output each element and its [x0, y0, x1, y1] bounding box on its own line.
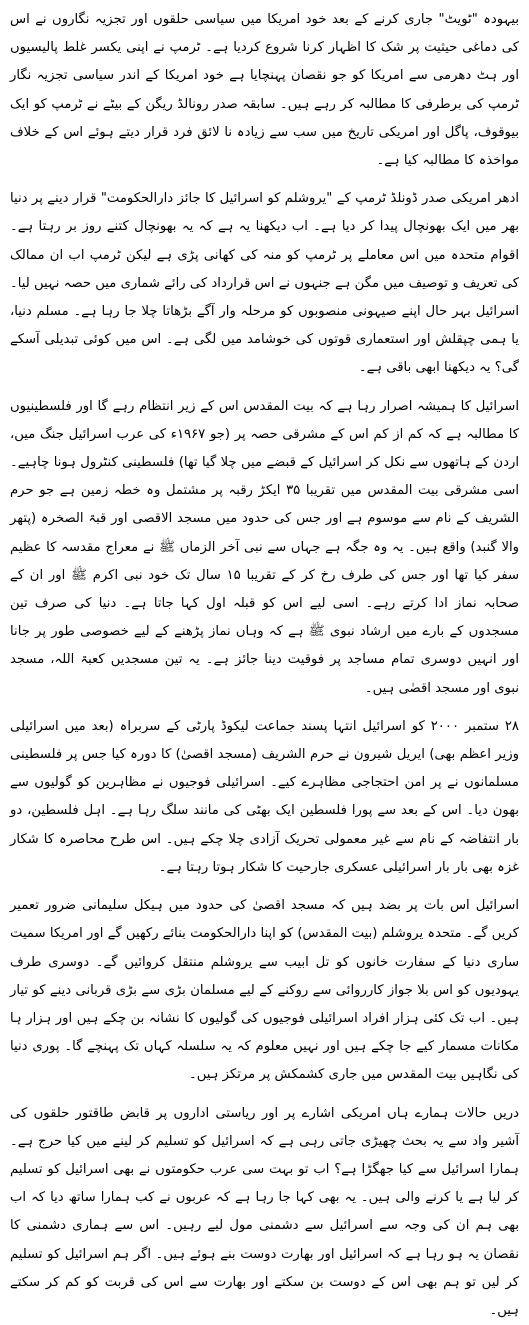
paragraph-trump-criticism: بیہودہ "ٹویٹ" جاری کرنے کے بعد خود امریکا میں سیاسی حلقوں اور تجزیہ نگاروں نے اس کی دماغی حیثیت پر شک کا اظہار کرنا شروع کردیا ہے۔ ٹرمپ نے اپنی یکسر غلط پالیسیوں اور ہٹ دھرمی سے امریکا کو جو نقصان پہنچایا ہے خود امریکا کے اندر سیاسی تجزیہ نگار ٹرمپ کی برطرفی کا مطالبہ کر رہے ہیں۔ سابقہ صدر رونالڈ ریگن کے بیٹے نے ٹرمپ کو ایک بیوقوف، پاگل اور امریکی تاریخ میں سب سے زیادہ نا لائق فرد قرار دیتے ہوئے اس کے خلاف مواخذہ کا مطالبہ کیا ہے۔ — [10, 12, 519, 169]
paragraph-temple-plans: اسرائیل اس بات پر بضد ہیں کہ مسجد اقصیٰ کی حدود میں ہیکل سلیمانی ضرور تعمیر کریں گے۔ متحدہ یروشلم (بیت المقدس) کو اپنا دارالحکومت بنائے رکھیں گے اور امریکا سمیت ساری دنیا کے سفارت خانوں کو تل ابیب سے یروشلم منتقل کروائیں گے۔ دوسری طرف یہودیوں کو اس بلا جواز کارروائی سے روکنے کے لیے مسلمان بڑی سے بڑی قربانی دینے کو تیار ہیں۔ اب تک کئی ہزار افراد اسرائیلی فوجیوں کی گولیوں کا نشانہ بن چکے ہیں اور ہزار ہا مکانات مسمار کیے جا چکے ہیں اور نہیں معلوم کہ یہ سلسلہ کہاں تک پہنچے گا۔ پوری دنیا کی نگاہیں بیت المقدس میں جاری کشمکش پر مرتکز ہیں۔ — [10, 898, 519, 1083]
paragraph-al-aqsa-history: اسرائیل کا ہمیشہ اصرار رہا ہے کہ بیت المقدس اس کے زیر انتظام رہے گا اور فلسطینیوں کا مطالبہ ہے کہ کم از کم اس کے مشرقی حصہ پر (جو ۱۹۶۷ء کی عرب اسرائیل جنگ میں، اردن کے ہاتھوں سے نکل کر اسرائیل کے قبضے میں چلا گیا تھا) فلسطینی کنٹرول ہونا چاہیے۔ اسی مشرقی بیت المقدس میں تقریبا ۳۵ ایکڑ رقبہ پر مشتمل وہ خطہ زمین ہے جو حرم الشریف کے نام سے موسوم ہے اور جس کی حدود میں مسجد الاقصی اور قبۃ الصخرہ (پتھر والا گنبد) واقع ہیں۔ یہ وہ جگہ ہے جہاں سے نبی آخر الزماں ﷺ نے معراج مقدسہ کا عظیم سفر کیا تھا اور جس کی طرف رخ کر کے تقریبا ۱۵ سال تک خود نبی اکرم ﷺ اور ان کے صحابہ نماز ادا کرتے رہے۔ اسی لیے اس کو قبلہ اول کہا جاتا ہے۔ دنیا کی صرف تین مسجدوں کے بارے میں ارشاد نبوی ﷺ ہے کہ وہاں نماز پڑھنے کے لیے خصوصی طور پر جانا اور انہیں دوسری تمام مساجد پر فوقیت دینا جائز ہے۔ یہ تین مسجدیں کعبۃ اللہ، مسجد نبوی اور مسجد اقصٰی ہیں۔ — [10, 398, 519, 696]
paragraph-sharon-visit: ۲۸ ستمبر ۲۰۰۰ کو اسرائیل انتہا پسند جماعت لیکوڈ پارٹی کے سربراہ (بعد میں اسرائیلی وزیر اعظم بھی) ایریل شیرون نے حرم الشریف (مسجد اقصیٰ) کا دورہ کیا جس پر فلسطینی مسلمانوں نے پر امن احتجاجی مظاہرے کیے۔ اسرائیلی فوجیوں نے مظاہرین کو گولیوں سے بھون دیا۔ اس کے بعد سے پورا فلسطین ایک بھٹی کی مانند سلگ رہا ہے۔ اہل فلسطین، دو بار انتفاضہ کے نام سے غیر معمولی تحریک آزادی چلا چکے ہیں۔ اس طرح محاصرہ کا شکار غزہ بھی بار بار اسرائیلی عسکری جارحیت کا شکار ہوتا رہتا ہے۔ — [10, 718, 519, 875]
paragraph-recognition-debate: دریں حالات ہمارے ہاں امریکی اشارے پر اور ریاستی اداروں پر قابض طاقتور حلقوں کی آشیر واد سے یہ بحث چھیڑی جاتی رہی ہے کہ اسرائیل کو تسلیم کر لینے میں کیا حرج ہے۔ ہمارا اسرائیل سے کیا جھگڑا ہے؟ اب تو بہت سی عرب حکومتوں نے بھی اسرائیل کو تسلیم کر لیا ہے یا کرنے والی ہیں۔ یہ بھی کہا جا رہا ہے کہ عربوں نے کب ہمارا ساتھ دیا کہ اب بھی ہم ان کی وجہ سے اسرائیل سے دشمنی مول لیے رہیں۔ اس سے ہماری دشمنی کا نقصان یہ ہو رہا ہے کہ اسرائیل اور بھارت دوست بنے ہوئے ہیں۔ اگر ہم اسرائیل کو تسلیم کر لیں تو ہم بھی اس کے دوست بن سکتے اور بھارت سے اس کی قربت کو کم کر سکتے ہیں۔ — [10, 1105, 519, 1318]
paragraph-jerusalem-declaration: ادھر امریکی صدر ڈونلڈ ٹرمپ کے "یروشلم کو اسرائیل کا جائز دارالحکومت" قرار دینے پر دنیا بھر میں ایک بھونچال پیدا کر دیا ہے۔ اب دیکھنا یہ ہے کہ یہ بھونچال کتنے روز بر رہتا ہے۔ اقوام متحدہ میں اس معاملے پر ٹرمپ کو منہ کی کھانی پڑی ہے لیکن ٹرمپ اب ان ممالک کی تعریف و توصیف میں مگن ہے جنہوں نے اس قرارداد کی رائے شماری میں حصہ نہیں لیا۔ اسرائیل بہر حال اپنے صیہونی منصوبوں کو مرحلہ وار آگے بڑھاتا چلا جا رہا ہے۔ مسلم دنیا، یا ہمی چپقلش اور استعماری قوتوں کی خوشامد میں لگی ہے۔ اس میں کوئی تبدیلی آسکے گی؟ یہ دیکھنا ابھی باقی ہے۔ — [10, 191, 519, 376]
